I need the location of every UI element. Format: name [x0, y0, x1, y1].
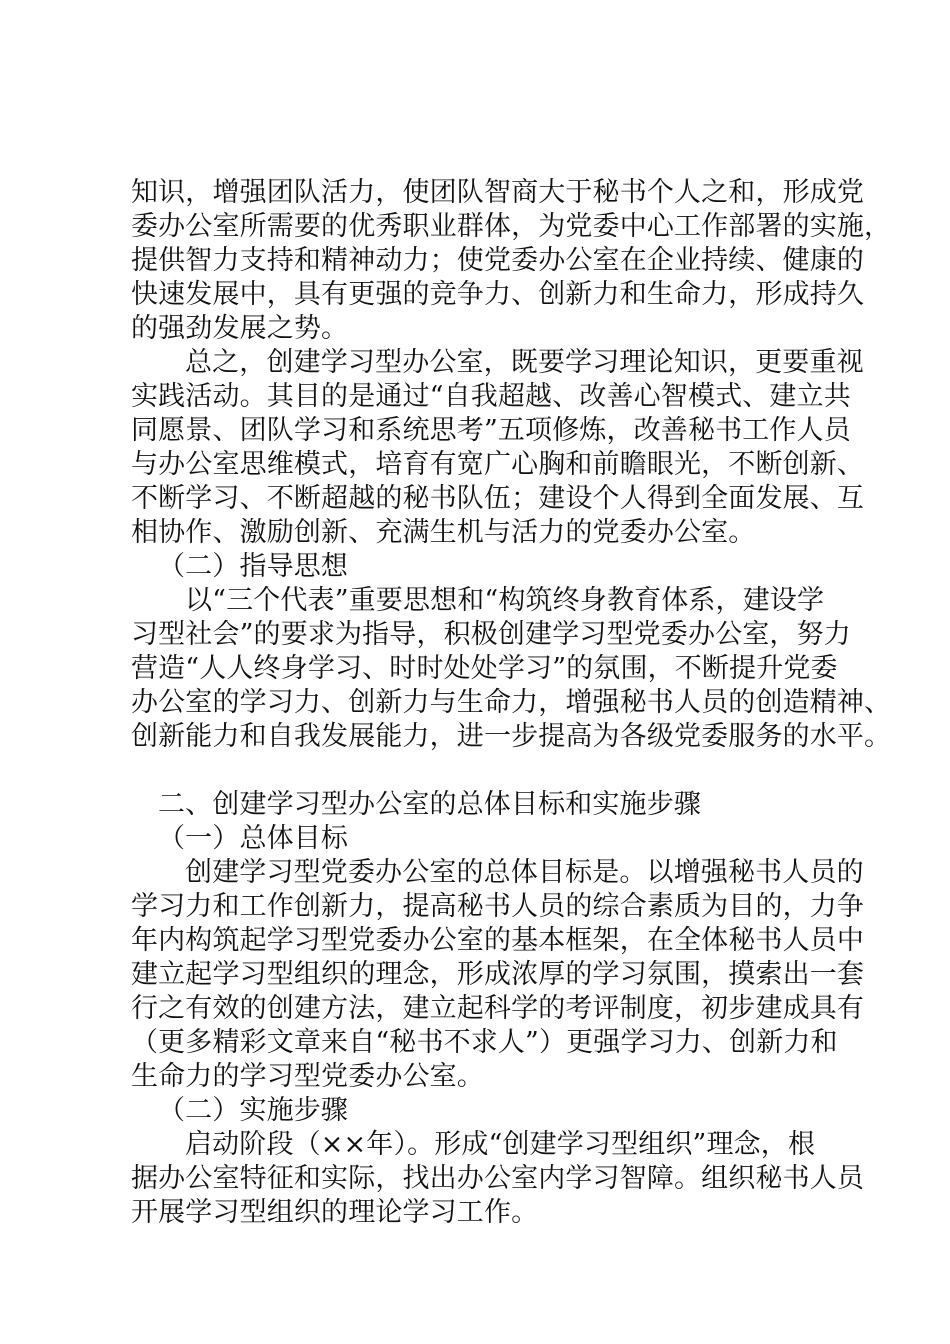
- text-line: 实践活动。其目的是通过“自我超越、改善心智模式、建立共: [131, 381, 851, 412]
- subsection-heading: （二）实施步骤: [158, 1095, 349, 1126]
- paragraph-start-line-hidden-backup: [185, 1128, 831, 1162]
- text-line: 学习力和工作创新力，提高秘书人员的综合素质为目的，力争: [131, 891, 865, 922]
- text-line: 据办公室特征和实际，找出办公室内学习智障。组织秘书人员: [131, 1163, 865, 1194]
- text-line: 提供智力支持和精神动力；使党委办公室在企业持续、健康的: [131, 245, 865, 276]
- subsection-heading: （一）总体目标: [158, 823, 349, 854]
- paragraph-start-line: 总之，创建学习型办公室，既要学习理论知识，更要重视: [185, 347, 864, 378]
- text-line: 委办公室所需要的优秀职业群体，为党委中心工作部署的实施，: [131, 211, 892, 242]
- text-line: （更多精彩文章来自“秘书不求人”）更强学习力、创新力和: [131, 1027, 838, 1058]
- text-line: 营造“人人终身学习、时时处处学习”的氛围，不断提升党委: [131, 653, 838, 684]
- section-heading: 二、创建学习型办公室的总体目标和实施步骤: [158, 789, 701, 820]
- paragraph-start-line: 以“三个代表”重要思想和“构筑终身教育体系，建设学: [185, 585, 825, 616]
- text-line: 不断学习、不断超越的秘书队伍；建设个人得到全面发展、互: [131, 483, 865, 514]
- text-line: 年内构筑起学习型党委办公室的基本框架，在全体秘书人员中: [131, 925, 865, 956]
- text-line: 知识，增强团队活力，使团队智商大于秘书个人之和，形成党: [131, 177, 865, 208]
- text-line: 相协作、激励创新、充满生机与活力的党委办公室。: [131, 517, 756, 548]
- text-line: 办公室的学习力、创新力与生命力，增强秘书人员的创造精神、: [131, 687, 892, 718]
- text-line: 与办公室思维模式，培育有宽广心胸和前瞻眼光，不断创新、: [131, 449, 865, 480]
- text-line: 快速发展中，具有更强的竞争力、创新力和生命力，形成持久: [131, 279, 865, 310]
- text-line: 同愿景、团队学习和系统思考”五项修炼，改善秘书工作人员: [131, 415, 851, 446]
- subsection-heading: （二）指导思想: [158, 551, 349, 582]
- text-line: 生命力的学习型党委办公室。: [131, 1061, 484, 1092]
- text-line: 行之有效的创建方法，建立起科学的考评制度，初步建成具有: [131, 993, 865, 1024]
- text-line: 习型社会”的要求为指导，积极创建学习型党委办公室，努力: [131, 619, 851, 650]
- text-line: 建立起学习型组织的理念，形成浓厚的学习氛围，摸索出一套: [131, 959, 865, 990]
- paragraph-start-line: 启动阶段（××年）。形成“创建学习型组织”理念，根: [185, 1129, 816, 1160]
- text-line: 的强劲发展之势。: [131, 313, 349, 344]
- paragraph-start-line: 创建学习型党委办公室的总体目标是。以增强秘书人员的: [185, 857, 864, 888]
- text-line: 创新能力和自我发展能力，进一步提高为各级党委服务的水平。: [131, 721, 892, 752]
- text-line: 开展学习型组织的理论学习工作。: [131, 1197, 539, 1228]
